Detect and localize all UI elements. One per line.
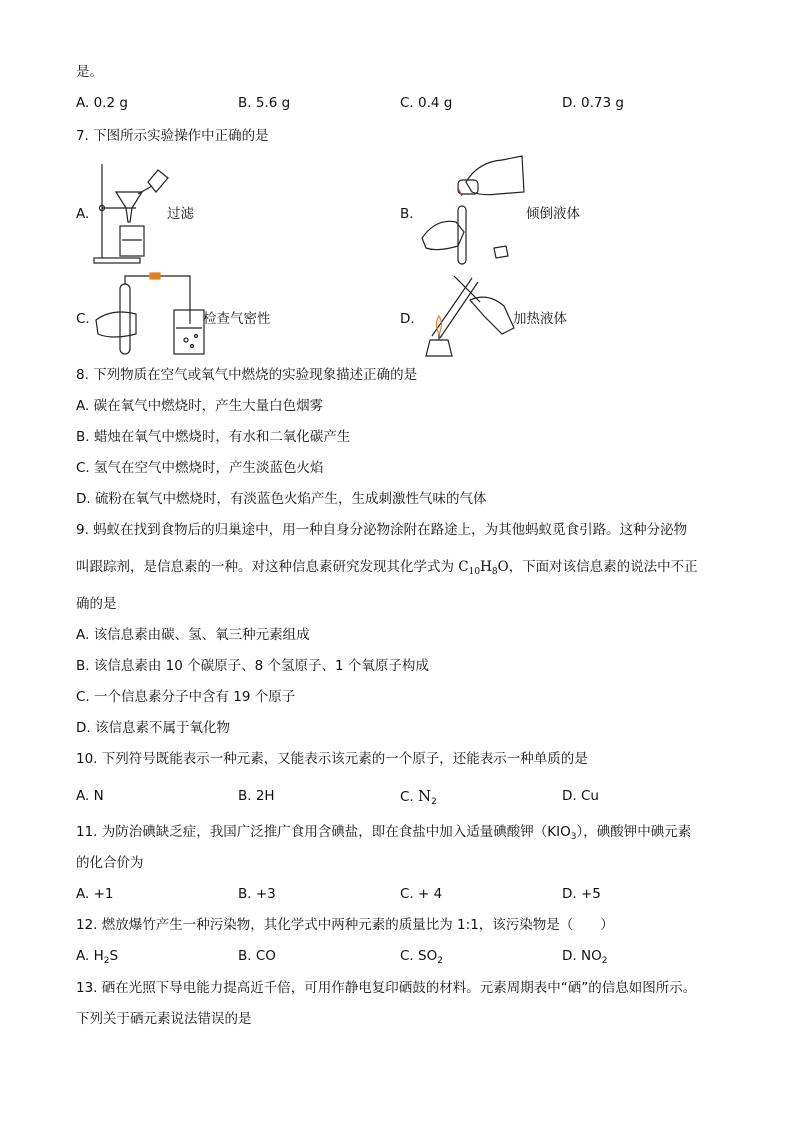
q12-option-d: D. $NO_2$ — [562, 948, 608, 966]
airtightness-check-figure — [92, 270, 212, 358]
q11-option-a: A. +1 — [76, 886, 114, 902]
q12-option-c: C. $SO_2$ — [400, 948, 443, 966]
q12-stem: 12. 燃放爆竹产生一种污染物，其化学式中两种元素的质量比为 1:1，该污染物是（ ） — [76, 917, 614, 933]
q9-option-c: C. 一个信息素分子中含有 19 个原子 — [76, 689, 296, 705]
q10-options — [76, 787, 736, 805]
q12-option-b: B. CO — [238, 948, 276, 964]
q6-option-b: B. 5.6 g — [238, 95, 291, 111]
q7-b-letter: B. — [400, 206, 414, 222]
q12-options — [76, 947, 736, 965]
q9-option-a: A. 该信息素由碳、氢、氧三种元素组成 — [76, 627, 310, 643]
q7-d-letter: D. — [400, 311, 415, 327]
q7-d-text: 加热液体 — [513, 311, 567, 327]
q7-c-text: 检查气密性 — [203, 311, 271, 327]
heating-liquid-figure — [418, 272, 518, 360]
q11-option-c: C. + 4 — [400, 886, 443, 902]
q9-line-2-post: ，下面对该信息素的说法中不正 — [508, 559, 698, 575]
q10-option-c: C. $N_2$ — [400, 787, 437, 807]
q7-c-letter: C. — [76, 311, 90, 327]
q6-tail: 是。 — [76, 64, 103, 80]
q9-line-3: 确的是 — [76, 596, 117, 612]
q13-line-2: 下列关于硒元素说法错误的是 — [76, 1011, 252, 1027]
q10-option-a: A. N — [76, 788, 104, 804]
q11-option-b: B. +3 — [238, 886, 276, 902]
q11-line-2: 的化合价为 — [76, 855, 144, 871]
q6-option-a: A. 0.2 g — [76, 95, 128, 111]
q11-option-d: D. +5 — [562, 886, 601, 902]
q10-option-d: D. Cu — [562, 788, 599, 804]
q11-options — [76, 885, 736, 903]
q7-b-text: 倾倒液体 — [526, 206, 580, 222]
q10-option-b: B. 2H — [238, 788, 275, 804]
q13-line-1: 13. 硒在光照下导电能力提高近千倍，可用作静电复印硒鼓的材料。元素周期表中“硒”的信息如图所示。 — [76, 980, 697, 996]
filtration-figure — [92, 160, 172, 266]
q6-option-d: D. 0.73 g — [562, 95, 624, 111]
formula-c10h8o: $C_{10}H_8O$ — [458, 559, 509, 577]
q8-option-d: D. 硫粉在氧气中燃烧时，有淡蓝色火焰产生，生成刺激性气味的气体 — [76, 491, 487, 507]
q6-option-c: C. 0.4 g — [400, 95, 453, 111]
q9-option-b: B. 该信息素由 10 个碳原子、8 个氢原子、1 个氧原子构成 — [76, 658, 429, 674]
q9-option-d: D. 该信息素不属于氧化物 — [76, 720, 230, 736]
q7-stem: 7. 下图所示实验操作中正确的是 — [76, 128, 269, 144]
q8-option-b: B. 蜡烛在氧气中燃烧时，有水和二氧化碳产生 — [76, 429, 351, 445]
q9-line-2-pre: 叫跟踪剂，是信息素的一种。对这种信息素研究发现其化学式为 — [76, 559, 459, 575]
q12-option-a: A. $H_2S$ — [76, 948, 119, 966]
q9-line-2 — [76, 558, 698, 576]
pouring-liquid-figure — [418, 152, 528, 272]
q6-options — [76, 94, 736, 112]
q7-a-letter: A. — [76, 206, 90, 222]
q9-line-1: 9. 蚂蚁在找到食物后的归巢途中，用一种自身分泌物涂附在路途上，为其他蚂蚁觅食引路。这种分泌物 — [76, 522, 688, 538]
q8-option-c: C. 氢气在空气中燃烧时，产生淡蓝色火焰 — [76, 460, 324, 476]
q11-line-1: 11. 为防治碘缺乏症，我国广泛推广食用含碘盐，即在食盐中加入适量碘酸钾$(KIO_3)$，碘酸钾中碘元素 — [76, 824, 692, 842]
q8-option-a: A. 碳在氧气中燃烧时，产生大量白色烟雾 — [76, 398, 324, 414]
q7-a-text: 过滤 — [167, 206, 194, 222]
q10-stem: 10. 下列符号既能表示一种元素，又能表示该元素的一个原子，还能表示一种单质的是 — [76, 751, 588, 767]
q8-stem: 8. 下列物质在空气或氧气中燃烧的实验现象描述正确的是 — [76, 367, 418, 383]
